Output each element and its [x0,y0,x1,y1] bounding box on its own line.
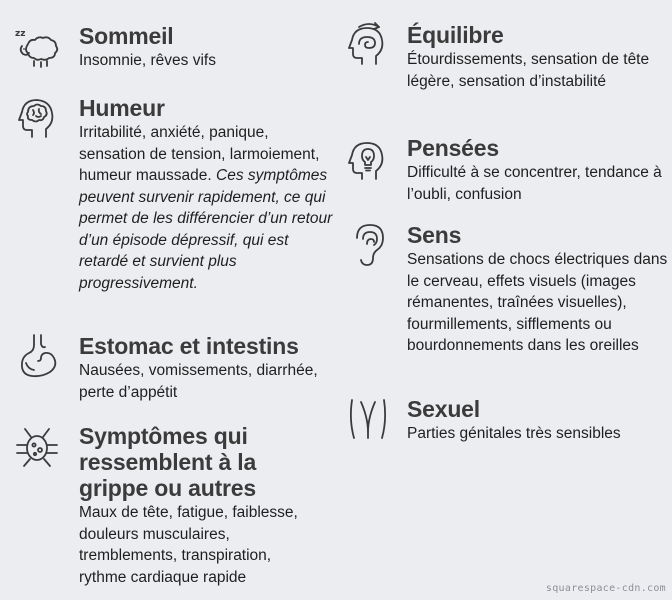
lightbulb-head-icon [345,135,391,181]
ear-icon [345,222,391,268]
humeur-description-italic: Ces symptômes peuvent survenir rapidement, ce qui permet de les différencier d’un retour d’un épisode dépressif, qui est retardé et survient plus progressivement. [79,167,333,292]
grippe-title: Symptômes qui ressemblent à la grippe ou autres [79,423,257,501]
humeur-description-regular: Irritabilité, anxiété, panique, sensation de tension, larmoiement, humeur maussade. [79,124,320,184]
pensees-description: Difficulté à se concentrer, tendance à l’oubli, confusion [407,164,662,203]
grippe-description: Maux de tête, fatigue, faiblesse, douleurs musculaires, tremblements, transpiration, rythme cardiaque rapide [79,504,298,586]
sommeil-title: Sommeil [79,23,174,49]
svg-text:zz: zz [15,29,26,39]
sleep-sheep-icon [14,24,60,70]
stomach-icon [14,333,60,379]
equilibre-title: Équilibre [407,22,504,48]
sexuel-description: Parties génitales très sensibles [407,425,621,442]
dizzy-head-icon [345,22,391,68]
estomac-description: Nausées, vomissements, diarrhée, perte d’appétit [79,362,318,401]
brain-head-icon [14,95,60,141]
virus-icon [14,423,60,469]
estomac-title: Estomac et intestins [79,333,299,359]
sexuel-title: Sexuel [407,396,480,422]
sens-description: Sensations de chocs électriques dans le cerveau, effets visuels (images rémanentes, traînées visuelles), fourmillements, sifflements ou bourdonnements dans les oreilles [407,251,668,354]
watermark-text: squarespace-cdn.com [545,583,666,594]
genital-area-icon [345,396,391,442]
sommeil-description: Insomnie, rêves vifs [79,52,216,69]
pensees-title: Pensées [407,135,499,161]
equilibre-description: Étourdissements, sensation de tête légère, sensation d’instabilité [407,51,650,90]
humeur-title: Humeur [79,95,165,121]
humeur-description [79,122,339,294]
sens-title: Sens [407,222,462,248]
